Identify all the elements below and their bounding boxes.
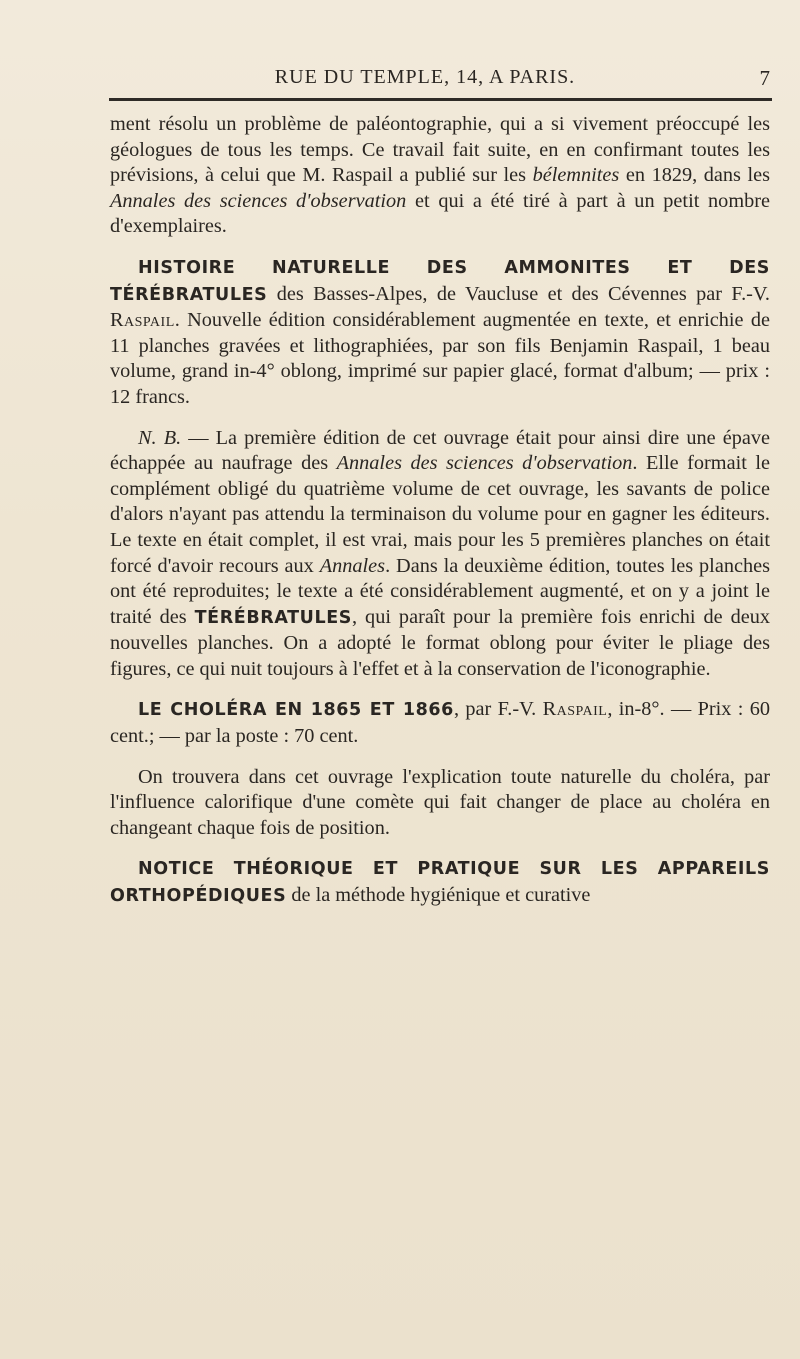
entry-heading: LE CHOLÉRA EN 1865 ET 1866 xyxy=(138,700,454,721)
running-head xyxy=(110,66,770,96)
nota-bene-label: N. B. xyxy=(138,426,182,449)
paragraph-continuation: ment résolu un problème de paléontographie, qui a si vivement préoccupé les géologues de tous les temps. Ce travail fait suite, en en confirmant toutes les prévisions, à celui que M. Raspail a publié sur les bélemnites en 1829, dans les Annales des sciences d'observation et qui a été tiré à part à un petit nombre d'exemplaires. xyxy=(110,113,771,238)
cholera-description: On trouvera dans cet ouvrage l'explication toute naturelle du choléra, par l'influence calorifique d'une comète qui fait changer de place au choléra en changeant chaque fois de position. xyxy=(110,765,770,839)
entry-heading: HISTOIRE NATURELLE DES AMMONITES ET DES TÉRÉBRATULES xyxy=(110,257,770,305)
running-title: RUE DU TEMPLE, 14, A PARIS. xyxy=(274,66,576,88)
page-number: 7 xyxy=(759,66,770,90)
entry-heading: NOTICE THÉORIQUE ET PRATIQUE SUR LES APPAREILS ORTHOPÉDIQUES xyxy=(110,859,770,907)
header-rule xyxy=(109,98,772,101)
nota-bene-paragraph: N. B. — La première édition de cet ouvrage était pour ainsi dire une épave échappée au naufrage des Annales des sciences d'observation. Elle formait le complément obligé du quatrième volume de cet ouvrage, les savants de police d'alors n'ayant pas attendu la terminaison du volume pour en gagner les éditeurs. Le texte en était complet, il est vrai, mais pour les 5 premières planches on était forcé d'avoir recours aux Annales. Dans la deuxième édition, toutes les planches ont été reproduites; le texte a été considérablement augmenté, et on y a joint le traité des TÉRÉBRATULES, qui paraît pour la première fois enrichi de deux nouvelles planches. On a adopté le format oblong pour éviter le pliage des figures, ce qui nuit toujours à l'effet et à la conservation de l'iconographie. xyxy=(110,426,771,680)
catalog-entry-ammonites: HISTOIRE NATURELLE DES AMMONITES ET DES TÉRÉBRATULES des Basses-Alpes, de Vaucluse et des Cévennes par F.-V. Raspail. Nouvelle édition considérablement augmentée en texte, et enrichie de 11 planches gravées et lithographiées, par son fils Benjamin Raspail, 1 beau volume, grand in-4° oblong, imprimé sur papier glacé, format d'album; — prix : 12 francs. xyxy=(110,257,770,408)
author-name: Raspail xyxy=(542,698,608,721)
author-name: Raspail xyxy=(110,309,175,332)
catalog-entry-cholera: LE CHOLÉRA EN 1865 ET 1866, par F.-V. Raspail, in-8°. — Prix : 60 cent.; — par la poste : 70 cent. xyxy=(110,698,771,748)
body-text xyxy=(110,112,770,910)
term-terebratules: TÉRÉBRATULES xyxy=(194,607,353,628)
catalog-entry-orthopedic: NOTICE THÉORIQUE ET PRATIQUE SUR LES APPAREILS ORTHOPÉDIQUES de la méthode hygiénique et curative xyxy=(110,859,770,907)
